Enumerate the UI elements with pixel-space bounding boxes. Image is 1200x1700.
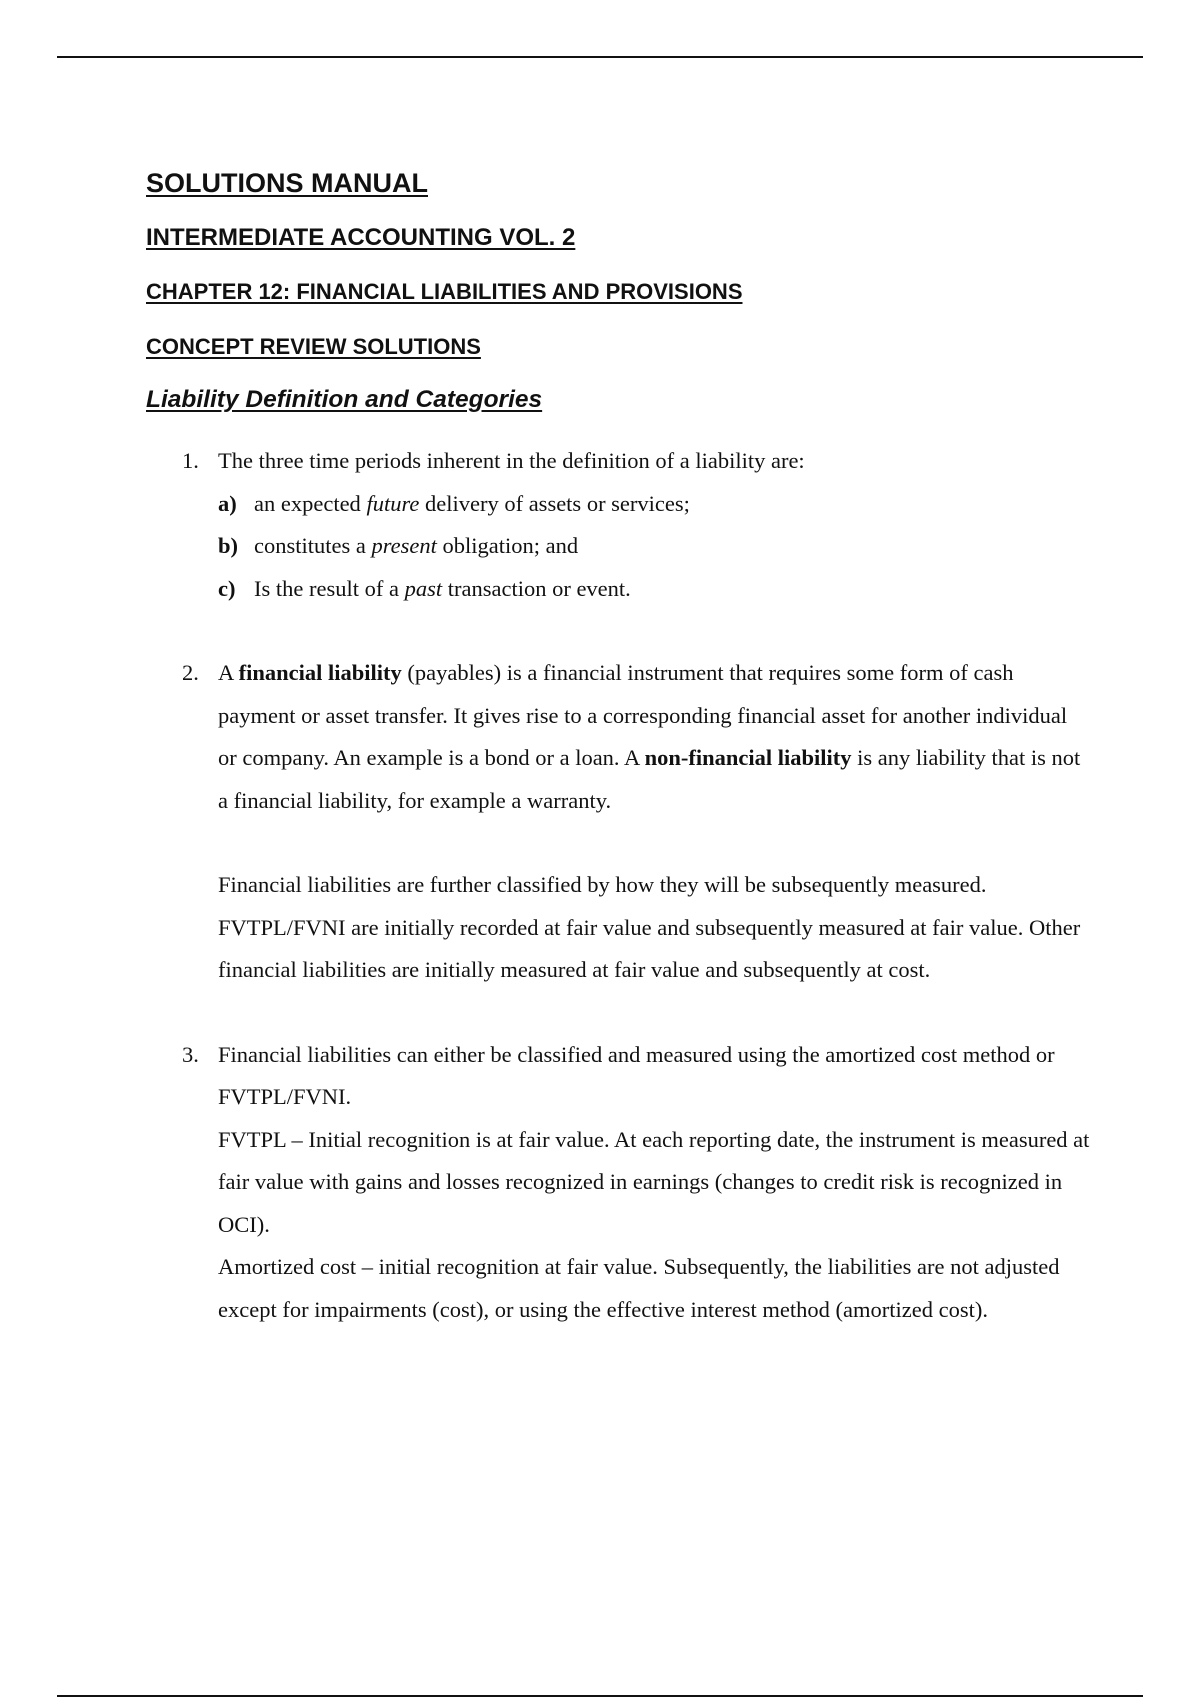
sub-text-after: obligation; and [436,533,579,558]
term-financial-liability: financial liability [238,660,402,685]
text-run: A [218,660,239,685]
manual-title: SOLUTIONS MANUAL [146,168,428,198]
item-number: 1. [182,448,199,473]
sub-letter: a) [218,490,237,516]
spacer [146,610,1090,652]
text-run: is any liability that is not a financial liability, for example a warranty. [218,745,1081,813]
spacer [146,992,1090,1034]
sub-text-before: Is the result of a [254,575,405,601]
sub-text-after: delivery of assets or services; [419,490,690,516]
text-run: (payables) is a financial instrument that requires some form of cash payment or asset transfer. It gives rise to a corresponding financial asset for another individual or company. An example is a bond or a loan. A [218,660,1068,770]
item-number: 2. [182,660,199,685]
book-title: INTERMEDIATE ACCOUNTING VOL. 2 [146,224,576,251]
sub-text-after: transaction or event. [442,575,631,601]
sub-item-a [218,483,1090,526]
solution-item-3 [146,1034,1090,1332]
top-rule [57,56,1143,58]
sub-item-c [218,568,1090,611]
item-paragraph-2: FVTPL – Initial recognition is at fair value. At each reporting date, the instrument is measured at fair value with gains and losses recognized in earnings (changes to credit risk is recognized in OCI). [218,1126,1090,1237]
item-paragraph-3: Amortized cost – initial recognition at fair value. Subsequently, the liabilities are not adjusted except for impairments (cost), or using the effective interest method (amortized cost). [218,1254,1060,1322]
sub-emphasis: past [404,575,443,601]
solutions-body [146,440,1090,1331]
solution-item-2 [146,652,1090,992]
sub-text-before: an expected [254,490,367,516]
sub-item-b [218,525,1090,568]
item-paragraph-2: Financial liabilities are further classified by how they will be subsequently measured. FVTPL/FVNI are initially recorded at fair value and subsequently measured at fair value. Other financial liabilities are initially measured at fair value and subsequently at cost. [218,872,1081,982]
sub-letter: c) [218,575,236,601]
bottom-rule [57,1695,1143,1697]
sub-emphasis: future [366,490,420,516]
term-non-financial-liability: non-financial liability [644,745,852,770]
item-intro: The three time periods inherent in the definition of a liability are: [218,448,805,473]
item-paragraph-1: Financial liabilities can either be classified and measured using the amortized cost method or FVTPL/FVNI. [218,1041,1055,1109]
chapter-title: CHAPTER 12: FINANCIAL LIABILITIES AND PROVISIONS [146,279,743,304]
review-title: CONCEPT REVIEW SOLUTIONS [146,334,481,359]
item-number: 3. [182,1041,199,1067]
document-page [146,168,1090,1331]
spacer [218,822,1090,864]
sub-emphasis: present [371,533,437,558]
item-paragraph-1 [218,652,1090,822]
solution-item-1 [146,440,1090,610]
sub-text-before: constitutes a [254,533,372,558]
sub-letter: b) [218,533,239,558]
section-title: Liability Definition and Categories [146,386,543,413]
